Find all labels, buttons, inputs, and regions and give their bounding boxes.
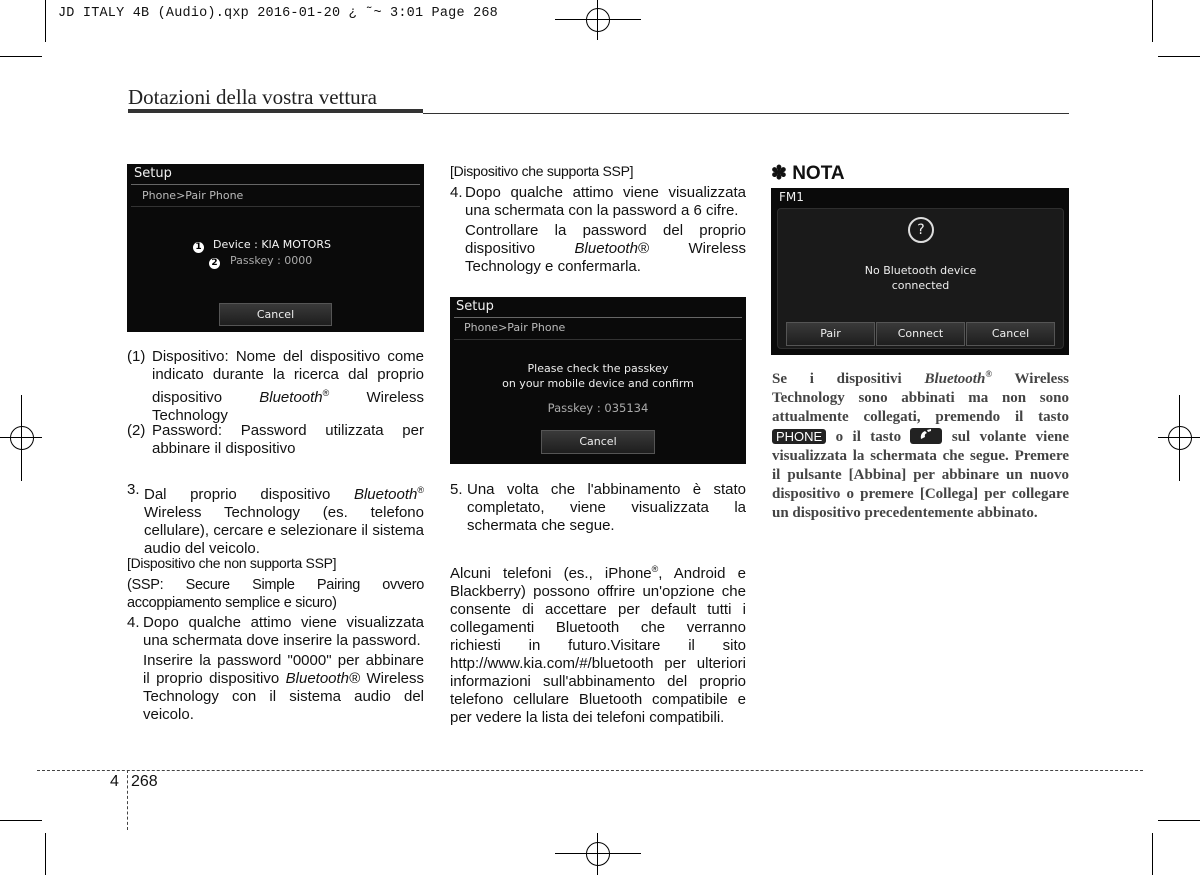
footer-rule	[37, 770, 1143, 771]
registration-mark-top	[555, 0, 641, 40]
registration-mark-bottom	[555, 833, 641, 875]
step-5: 5. Una volta che l'abbinamento è stato completato, viene visualizzata la schermata che segue.	[450, 481, 746, 534]
confirm-message-line2: on your mobile device and confirm	[502, 377, 694, 390]
item-1: (1) Dispositivo: Nome del dispositivo come indicato durante la ricerca dal proprio dispositivo Bluetooth® Wireless Technology	[127, 348, 424, 424]
cancel-button[interactable]: Cancel	[219, 303, 332, 326]
footer-divider	[127, 770, 128, 830]
nota-heading: ✽ NOTA	[771, 163, 845, 184]
call-key-icon	[910, 428, 942, 444]
screen-breadcrumb: Phone>Pair Phone	[464, 321, 566, 334]
setup-screen-passkey-0000	[127, 164, 424, 332]
confirm-message-line1: Please check the passkey	[527, 362, 669, 375]
screen-title: Setup	[134, 166, 172, 181]
non-ssp-heading: [Dispositivo che non supporta SSP]	[127, 555, 337, 571]
crop-mark	[45, 833, 46, 875]
title-rule-thick	[128, 109, 423, 113]
screen-breadcrumb: Phone>Pair Phone	[142, 189, 244, 202]
section-title: Dotazioni della vostra vettura	[128, 85, 377, 109]
compatibility-note: Alcuni telefoni (es., iPhone®, Android e Blackberry) possono offrire un'opzione che consente di accettare per default tutti i collegamenti Bluetooth che verranno richiesti in futuro.Visitare il sito http://www.kia.com/#/bluetooth per ulteriori informazioni sull'abbinamento del proprio telefono cellulare Bluetooth compatibile e per vedere la lista dei telefoni compatibili.	[450, 564, 746, 726]
fm1-screen-no-device	[771, 188, 1069, 355]
print-header: JD ITALY 4B (Audio).qxp 2016-01-20 ¿ ˜~ 3:01 Page 268	[58, 6, 498, 21]
crop-mark	[1152, 0, 1153, 42]
no-device-message-line1: No Bluetooth device	[864, 264, 977, 277]
marker-1: 1	[193, 242, 204, 253]
device-name-label: Device : KIA MOTORS	[213, 238, 331, 251]
registration-mark-right	[1158, 395, 1200, 481]
registration-mark-left	[0, 395, 42, 481]
ssp-heading: [Dispositivo che supporta SSP]	[450, 163, 634, 179]
passkey-label: Passkey : 0000	[230, 254, 313, 267]
crop-mark	[1158, 820, 1200, 821]
step-3: 3. Dal proprio dispositivo Bluetooth® Wireless Technology (es. telefono cellulare), cercare e selezionare il sistema audio del veicolo.	[127, 481, 424, 557]
marker-2: 2	[209, 258, 220, 269]
screen-divider	[454, 317, 742, 318]
connect-button[interactable]: Connect	[876, 322, 965, 346]
crop-mark	[0, 820, 42, 821]
step-4-ssp: 4. Dopo qualche attimo viene visualizzata una schermata con la password a 6 cifre. Controllare la password del proprio dispositivo Bluetooth® Wireless Technology e confermarla.	[450, 184, 746, 275]
screen-divider	[131, 206, 420, 207]
crop-mark	[1158, 56, 1200, 57]
setup-screen-passkey-confirm	[450, 297, 746, 464]
cancel-button[interactable]: Cancel	[966, 322, 1055, 346]
screen-divider	[131, 184, 420, 185]
cancel-button[interactable]: Cancel	[541, 430, 655, 454]
page-number: 268	[131, 773, 158, 790]
phone-key-badge: PHONE	[772, 429, 826, 444]
no-device-message-line2: connected	[891, 279, 950, 292]
question-icon: ?	[908, 217, 934, 243]
screen-title: FM1	[779, 190, 804, 204]
item-2: (2) Password: Password utilizzata per abbinare il dispositivo	[127, 422, 424, 457]
screen-title: Setup	[456, 299, 494, 314]
passkey-value: Passkey : 035134	[547, 401, 649, 415]
crop-mark	[0, 56, 42, 57]
popup-panel	[777, 208, 1064, 349]
crop-mark	[1152, 833, 1153, 875]
chapter-number: 4	[110, 773, 119, 790]
screen-divider	[454, 339, 742, 340]
ssp-definition: (SSP: Secure Simple Pairing ovvero accoppiamento semplice e sicuro)	[127, 577, 424, 611]
title-rule-thin	[423, 113, 1069, 114]
crop-mark	[45, 0, 46, 42]
nota-text: Se i dispositivi Bluetooth® Wireless Technology sono abbinati ma non sono attualmente collegati, premendo il tasto PHONE o il tasto sul volante viene visualizzata la schermata che segue. Premere il pulsante [Abbina] per abbinare un nuovo dispositivo o premere [Collega] per collegare un dispositivo precedentemente abbinato.	[772, 369, 1069, 522]
step-4-nonssp: 4. Dopo qualche attimo viene visualizzata una schermata dove inserire la password. Inserire la password "0000" per abbinare il proprio dispositivo Bluetooth® Wireless Technology con il sistema audio del veicolo.	[127, 614, 424, 723]
pair-button[interactable]: Pair	[786, 322, 875, 346]
